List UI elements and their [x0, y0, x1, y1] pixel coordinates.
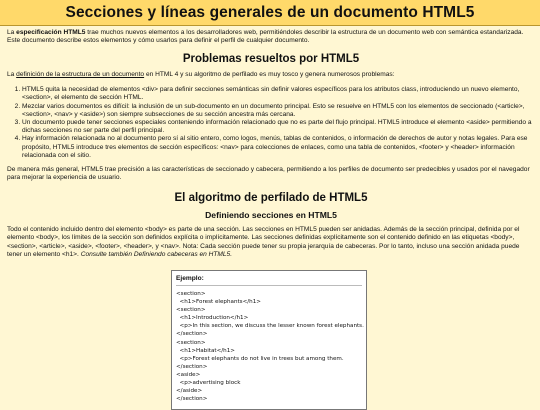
intro-lead-pre: La — [7, 29, 17, 36]
algorithm-para-main: Todo el contenido incluido dentro del elemento <body> es parte de una sección. Las secciones en HTML5 pueden ser anidadas. Además de la sección principal, definida por el elemento <body>, los límites de la sección son definidos explícita o implícitamente. Las secciones definidas explícitamente son el contenido definido en las etiquetas <body>, <section>, <article>, <aside>, <footer>, <header>, y <nav>. Nota: Cada sección puede tener su propia jerarquía de cabeceras. Por lo tanto, incluso una sección anidada puede tener un elemento <h1>. — [7, 225, 520, 259]
list-item: 1. HTML5 quita la necesidad de elementos <div> para definir secciones semánticas sin definir valores específicos para los atributos class, introduciendo un nuevo elemento, <section>, el elemento de sección HTML. — [22, 86, 535, 102]
code-line: <section> — [176, 307, 206, 314]
example-label: Ejemplo: — [176, 275, 204, 282]
list-item: 4. Hay información relacionada no al documento pero sí al sitio entero, como logos, menús, tablas de contenidos, o información de derechos de autor y notas legales. Para ese propósito, HTML5 introduce tres elementos de sección específicos: <nav> para colecciones de enlaces, como una tabla de contenidos, <footer> y <header> información relacionada con el sitio. — [22, 135, 535, 160]
list-item: 2. Mezclar varios documentos es difícil: la inclusión de un sub-documento en un documento principal. Esto se resuelve en HTML5 con los elementos de seccionado (<article>, <section>, <nav> y <aside>) son siempre subsecciones de su sección ancestra más cercana. — [22, 103, 535, 119]
code-line: </aside> — [176, 388, 203, 395]
problems-closing: De manera más general, HTML5 trae precisión a las características de seccionado y cabecera, permitiendo a los perfiles de documento ser predecibles y usados por el navegador para mejorar la experiencia de usuario. — [7, 166, 530, 182]
intro-lead-post: trae muchos nuevos elementos a los desarrolladores web, permitiéndoles describir la estructura de un documento web con semántica estandarizada. Este documento describe estos elementos y cómo usarlos para definir el perfil de cualquier documento. — [7, 29, 524, 45]
list-item: 3. Un documento puede tener secciones especiales conteniendo información relacionado que no es parte del flujo principal. HTML5 introduce el elemento <aside> permitiendo a dichas secciones no ser parte del perfil principal. — [22, 119, 535, 135]
code-line: <h1>Introduction</h1> — [176, 315, 249, 322]
problems-paragraph — [7, 71, 535, 79]
main-content — [7, 29, 535, 259]
page-title: Secciones y líneas generales de un documento HTML5 — [65, 3, 475, 21]
code-line: <p>Forest elephants do not live in trees but among them. — [176, 355, 344, 362]
code-line: <h1>Habitat</h1> — [176, 347, 235, 354]
divider — [176, 285, 362, 286]
code-line: </section> — [176, 396, 208, 403]
algorithm-heading: El algoritmo de perfilado de HTML5 — [174, 191, 368, 204]
code-line: <p>In this section, we discuss the lesser known forest elephants. — [176, 323, 364, 330]
title-bar — [0, 0, 540, 26]
problems-para-pre: La — [7, 70, 17, 78]
problems-list — [7, 86, 535, 160]
algorithm-para-italic: Consulte también Definiendo cabeceras en HTML5. — [80, 251, 233, 259]
code-line: <section> — [176, 291, 206, 297]
code-line: <aside> — [176, 371, 201, 378]
intro-paragraph — [7, 29, 535, 46]
algorithm-subheading: Definiendo secciones en HTML5 — [205, 209, 337, 220]
problems-para-post: en HTML 4 y su algoritmo de perfilado es muy tosco y genera numerosos problemas: — [144, 70, 395, 78]
code-line: </section> — [176, 331, 208, 338]
intro-lead-bold: especificación HTML5 — [16, 29, 86, 36]
code-line: <h1>Forest elephants</h1> — [176, 299, 261, 306]
algorithm-paragraph — [7, 226, 535, 260]
example-code-box — [171, 270, 367, 410]
code-line: <section> — [176, 339, 206, 346]
code-line: <p>advertising block — [176, 380, 241, 387]
code-line: </section> — [176, 363, 208, 370]
structure-definition-link[interactable]: definición de la estructura de un documento — [16, 70, 145, 78]
problems-heading: Problemas resueltos por HTML5 — [182, 52, 360, 65]
